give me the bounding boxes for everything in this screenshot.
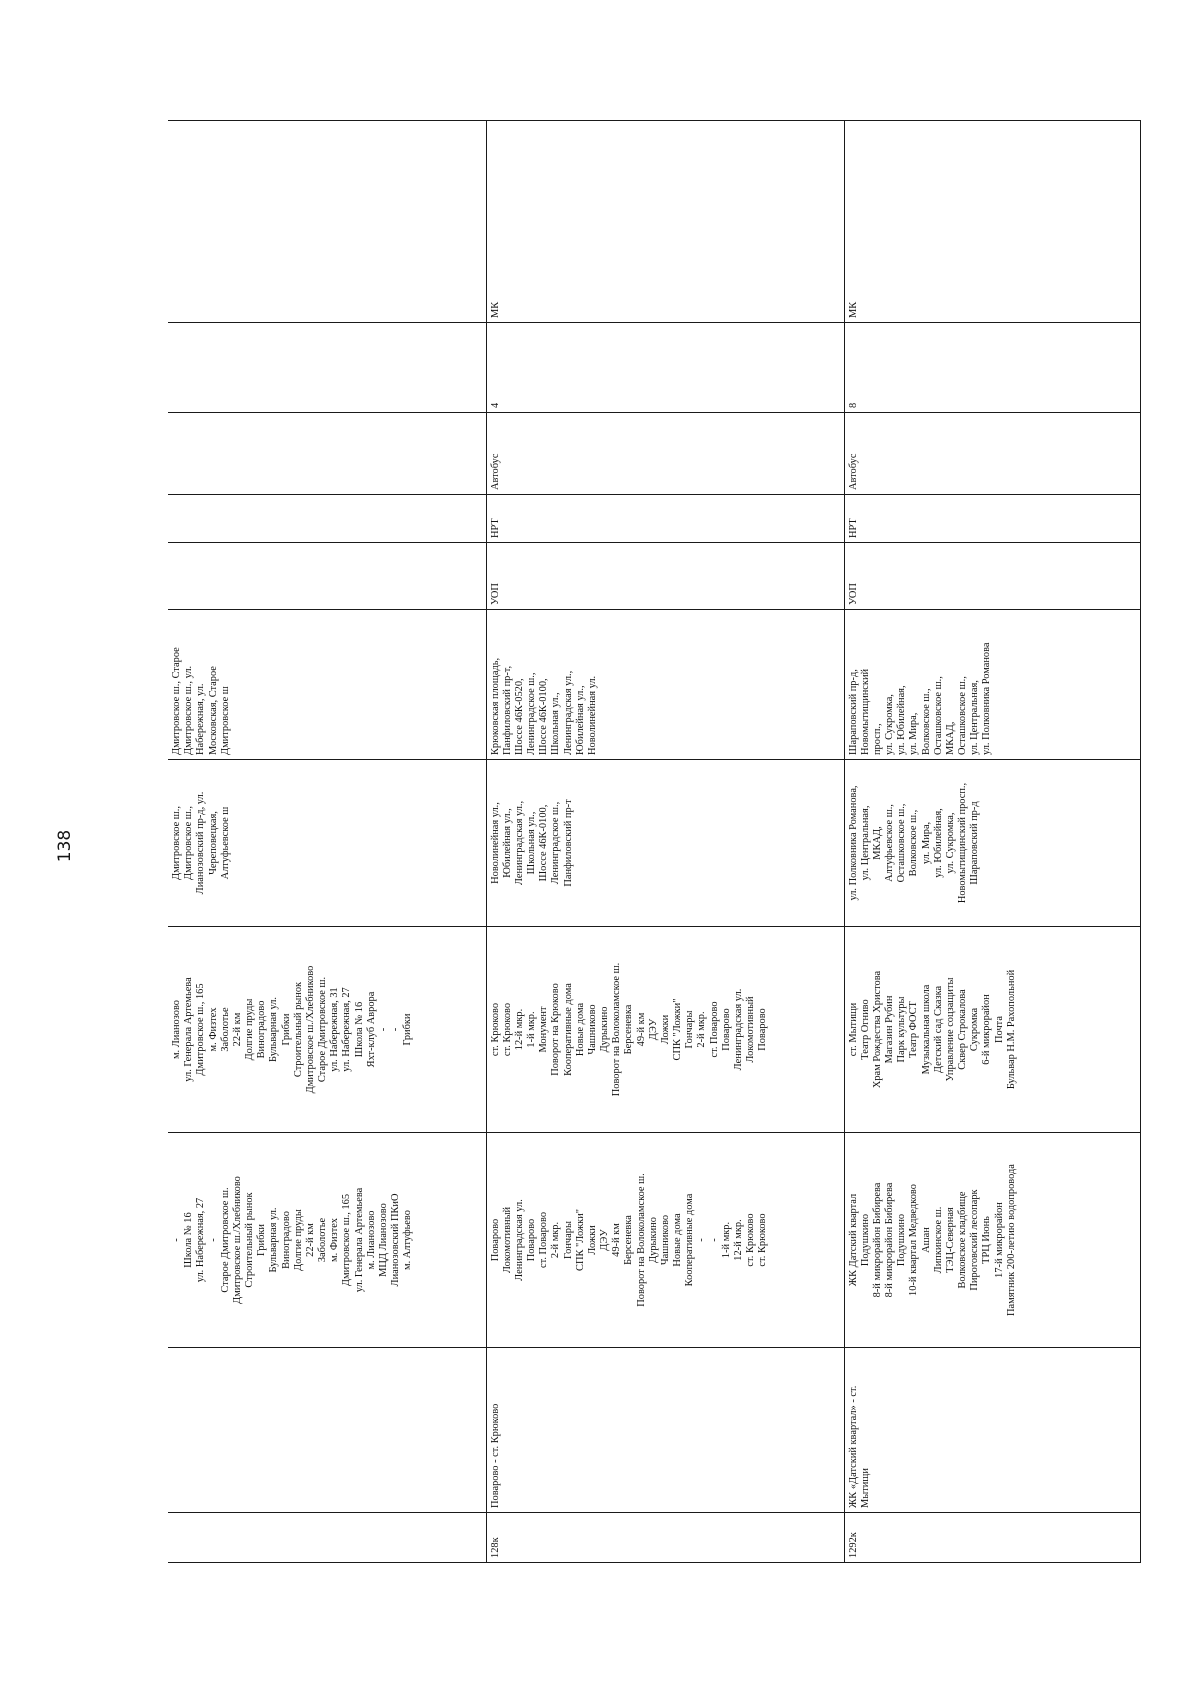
stops-backward-cell-line: Бульварная ул. — [268, 996, 280, 1063]
vehicle-class-cell: МК — [486, 121, 844, 323]
stops-backward-cell-line: Монумент — [538, 1006, 550, 1053]
table-row — [844, 121, 1140, 1563]
fare-type-cell — [168, 495, 486, 543]
stops-backward-cell-line: Парк культуры — [896, 996, 908, 1063]
stops-forward-cell-line: Липкинское ш. — [932, 1206, 944, 1274]
stops-backward-cell-line: Музыкальная школа — [920, 984, 932, 1075]
stops-forward-cell-line: Новые дома — [672, 1213, 684, 1267]
stops-backward-cell-line: Театр Огниво — [859, 999, 871, 1060]
stops-backward-cell — [168, 927, 486, 1133]
streets-forward-cell-line: ул. Сукромка, — [944, 812, 956, 874]
streets-forward-cell — [168, 760, 486, 927]
stops-forward-cell-line: Поварово — [489, 1218, 501, 1262]
stops-forward-cell-line: Школа № 16 — [183, 1212, 195, 1268]
stops-backward-cell-line: Грибки — [402, 1013, 414, 1046]
streets-forward-cell-line: ул. Юбилейная, — [932, 808, 944, 878]
streets-backward-cell-line: просп., — [871, 723, 883, 755]
route-number-cell: 128к — [486, 1513, 844, 1563]
fare-type-cell: НРТ — [844, 495, 1140, 543]
stops-backward-cell-line: ул. Набережная, 27 — [341, 987, 353, 1072]
stops-backward-cell-line: Строительный рынок — [292, 981, 304, 1078]
stops-forward-cell-line: 8-й микрорайон Бибирева — [871, 1182, 883, 1298]
route-name-cell: Поварово - ст. Крюково — [486, 1348, 844, 1513]
stops-forward-cell-line: Подушкино — [896, 1213, 908, 1267]
stops-backward-cell-line: Яхт-клуб Аврора — [365, 991, 377, 1068]
streets-backward-cell-line: ул. Мира, — [908, 712, 920, 755]
stops-forward-cell-line: ст. Поварово — [538, 1211, 550, 1269]
stops-forward-cell-line: ул. Генерала Артемьева — [353, 1187, 365, 1293]
stops-forward-cell-line: Бульварная ул. — [268, 1207, 280, 1273]
stops-forward-cell-line: Виноградово — [280, 1211, 292, 1269]
stops-forward-cell-line: Памятник 200-летию водопровода — [1005, 1164, 1017, 1316]
streets-forward-cell-line: Юбилейная ул., — [501, 808, 513, 878]
stops-forward-cell-line: ул. Набережная, 27 — [195, 1197, 207, 1283]
stop-order-cell: УОП — [844, 543, 1140, 610]
streets-forward-cell-line: Ленинградское ш., — [550, 801, 562, 885]
stops-backward-cell-line: Театр ФОСТ — [908, 1001, 920, 1058]
streets-backward-cell-line: Шараповский пр-д, — [847, 669, 859, 755]
stops-backward-cell-line: Ленинградская ул. — [732, 988, 744, 1071]
stops-backward-cell-line: Чашниково — [586, 1004, 598, 1055]
route-name-cell — [168, 1348, 486, 1513]
streets-forward-cell-line: МКАД, — [871, 826, 883, 860]
stops-backward-cell-line: - — [390, 1027, 402, 1032]
stops-forward-cell-line: - — [207, 1238, 219, 1242]
streets-forward-cell-line: Лианозовский пр-д, ул. — [195, 791, 207, 895]
stops-forward-cell-line: ст. Крюково — [745, 1213, 757, 1267]
stops-forward-cell-line: Старое Дмитровское ш. — [219, 1187, 231, 1293]
stops-forward-cell-line: Локомотивный — [501, 1206, 513, 1274]
streets-forward-cell-line: ул. Мира, — [920, 821, 932, 865]
stops-backward-cell-line: 49-й км — [635, 1012, 647, 1047]
page-number: 138 — [55, 829, 75, 863]
stops-forward-cell-line: 1-й мкр. — [720, 1221, 732, 1259]
streets-forward-cell-line: Шараповский пр-д — [969, 801, 981, 885]
streets-backward-cell-line: ул. Центральная, — [969, 680, 981, 755]
stops-forward-cell-line: ТЭЦ-Северная — [944, 1207, 956, 1273]
streets-backward-cell-line: ул. Юбилейная, — [896, 685, 908, 755]
streets-backward-cell-line: Ленинградская ул., — [562, 670, 574, 755]
stops-backward-cell-line: Долгие пруды — [244, 998, 256, 1061]
stops-backward-cell-line: Магазин Рубин — [884, 995, 896, 1064]
stops-forward-cell-line: м. Лианозово — [365, 1210, 377, 1270]
routes-table — [168, 120, 1141, 1563]
fare-type-cell: НРТ — [486, 495, 844, 543]
streets-backward-cell-line: Шоссе 46К-0520, — [513, 678, 525, 755]
stops-backward-cell-line: 12-й мкр. — [513, 1008, 525, 1051]
stops-backward-cell-line: 6-й микрорайон — [981, 994, 993, 1065]
stops-forward-cell-line: Заболотье — [317, 1217, 329, 1263]
stops-backward-cell-line: м. Лианозово — [171, 1000, 182, 1060]
vehicle-class-cell: МК — [844, 121, 1140, 323]
vehicle-count-cell — [168, 323, 486, 413]
stops-forward-cell-line: Лианозовский ПКиО — [390, 1193, 402, 1287]
stops-backward-cell-line: 1-й мкр. — [526, 1011, 538, 1048]
stops-backward-cell-line: Сукромка — [969, 1007, 981, 1052]
streets-forward-cell-line: Панфиловский пр-т — [562, 799, 574, 887]
stops-backward-cell-line: ст. Мытищи — [847, 1002, 859, 1057]
streets-backward-cell-line: Новолинейная ул. — [586, 675, 598, 755]
stops-backward-cell-line: - — [377, 1027, 389, 1032]
vehicle-count-cell: 4 — [486, 323, 844, 413]
stops-forward-cell-line: СПК "Ложки" — [574, 1209, 586, 1271]
stops-backward-cell-line: Дмитровское ш./Хлебниково — [304, 965, 316, 1094]
streets-forward-cell-line: Шоссе 46К-0100, — [538, 804, 550, 882]
stops-backward-cell-line: Поворот на Крюково — [550, 983, 562, 1076]
stops-forward-cell-line: Поварово — [526, 1218, 538, 1262]
streets-forward-cell-line: ул. Полковника Романова, — [847, 785, 859, 901]
stops-backward-cell-line: 22-й км — [231, 1012, 243, 1047]
streets-backward-cell-line: Осташковское ш., — [932, 676, 944, 755]
stops-backward-cell-line: Локомотивный — [745, 996, 757, 1063]
stops-backward-cell-line: Старое Дмитровское ш. — [317, 976, 329, 1083]
streets-backward-cell-line: Юбилейная ул., — [574, 685, 586, 755]
streets-backward-cell-line: Крюковская площадь, — [489, 657, 501, 755]
stops-forward-cell-line: Берсеневка — [623, 1215, 635, 1265]
stops-backward-cell-line: ул. Генерала Артемьева — [183, 977, 195, 1082]
stops-forward-cell — [486, 1133, 844, 1348]
stops-forward-cell-line: Ашан — [920, 1227, 932, 1253]
stops-backward-cell-line: Сквер Строкалова — [957, 989, 969, 1070]
stops-forward-cell-line: 17-й микрорайон — [993, 1202, 1005, 1278]
vehicle-type-cell: Автобус — [844, 413, 1140, 495]
streets-backward-cell-line: Школьная ул., — [550, 692, 562, 755]
stops-forward-cell-line: Дмитровское ш., 165 — [341, 1193, 353, 1287]
stops-forward-cell-line: Дмитровское ш./Хлебниково — [231, 1176, 243, 1304]
stops-forward-cell-line: 49-й км — [611, 1223, 623, 1257]
streets-backward-cell-line: Дмитровское ш., ул. — [183, 665, 195, 755]
streets-forward-cell-line: Осташковское ш., — [896, 803, 908, 883]
streets-forward-cell-line: Школьная ул., — [526, 811, 538, 875]
stops-backward-cell-line: Детский сад Сказка — [932, 985, 944, 1074]
stops-backward-cell-line: Гончары — [684, 1010, 696, 1049]
stop-order-cell: УОП — [486, 543, 844, 610]
stops-backward-cell-line: Грибки — [280, 1013, 292, 1046]
stops-backward-cell — [844, 927, 1140, 1133]
stops-forward-cell-line: 12-й мкр. — [732, 1219, 744, 1261]
stops-forward-cell-line: ст. Крюково — [757, 1213, 769, 1267]
stops-backward-cell-line: ст. Крюково — [501, 1002, 513, 1057]
stops-backward-cell-line: Почта — [993, 1016, 1005, 1043]
streets-backward-cell — [168, 610, 486, 760]
table-row — [486, 121, 844, 1563]
stops-forward-cell — [844, 1133, 1140, 1348]
streets-backward-cell-line: Дмитровское ш., Старое — [171, 647, 182, 755]
stops-backward-cell-line: Бульвар Н.М. Рахопольной — [1005, 969, 1017, 1090]
route-number-cell: 1292к — [844, 1513, 1140, 1563]
route-name-cell: ЖК «Датский квартал» - ст. Мытищи — [844, 1348, 1140, 1513]
stops-forward-cell-line: Поворот на Волоколамское ш. — [635, 1173, 647, 1307]
streets-forward-cell-line: Алтуфьевское ш., — [884, 804, 896, 882]
stops-forward-cell-line: ЖК Датский квартал — [847, 1193, 859, 1287]
stops-forward-cell-line: 10-й квартал Медведково — [908, 1184, 920, 1296]
streets-backward-cell-line: Осташковское ш., — [957, 676, 969, 755]
stops-backward-cell-line: ст. Поварово — [708, 1001, 720, 1058]
vehicle-class-cell — [168, 121, 486, 323]
streets-forward-cell — [844, 760, 1140, 927]
stops-backward-cell-line: ДЭУ — [647, 1018, 659, 1041]
streets-backward-cell-line: Дмитровское ш — [219, 686, 231, 755]
streets-backward-cell-line: ул. Сукромка, — [884, 694, 896, 755]
stops-forward-cell-line: м. Физтех — [329, 1218, 341, 1262]
stops-forward-cell-line: Пироговский лесопарк — [969, 1189, 981, 1291]
streets-forward-cell-line: Алтуфьевское ш — [219, 806, 231, 880]
streets-backward-cell-line: Панфиловский пр-т, — [501, 665, 513, 755]
table-row — [168, 121, 486, 1563]
stops-backward-cell — [486, 927, 844, 1133]
stops-forward-cell-line: 8-й микрорайон Бибирева — [884, 1182, 896, 1298]
streets-backward-cell-line: Ленинградское ш., — [526, 672, 538, 755]
streets-backward-cell — [486, 610, 844, 760]
stops-forward-cell-line: Дурыкино — [647, 1217, 659, 1263]
stops-backward-cell-line: Поварово — [720, 1008, 732, 1051]
stop-order-cell — [168, 543, 486, 610]
stops-forward-cell-line: Долгие пруды — [292, 1209, 304, 1271]
streets-backward-cell-line: Набережная, ул. — [195, 683, 207, 755]
stops-backward-cell-line: Поварово — [757, 1008, 769, 1051]
stops-forward-cell-line: Гончары — [562, 1221, 574, 1259]
stops-backward-cell-line: Поворот на Волоколамское ш. — [611, 962, 623, 1097]
stops-forward-cell — [168, 1133, 486, 1348]
stops-forward-cell-line: - — [708, 1238, 720, 1242]
streets-backward-cell-line: МКАД, — [944, 721, 956, 755]
streets-forward-cell-line: Новолинейная ул., — [489, 802, 501, 884]
stops-forward-cell-line: Строительный рынок — [244, 1192, 256, 1288]
streets-forward-cell-line: Волковское ш., — [908, 809, 920, 877]
stops-backward-cell-line: Храм Рождества Христова — [871, 970, 883, 1089]
vehicle-type-cell: Автобус — [486, 413, 844, 495]
streets-forward-cell — [486, 760, 844, 927]
stops-backward-cell-line: Дурыкино — [599, 1006, 611, 1053]
stops-forward-cell-line: 2-й мкр. — [550, 1221, 562, 1259]
streets-backward-cell-line: Московская, Старое — [207, 666, 219, 755]
stops-backward-cell-line: ул. Набережная, 31 — [329, 987, 341, 1072]
streets-backward-cell-line: Волковское ш., — [920, 688, 932, 755]
streets-forward-cell-line: Новомытищинский просп., — [957, 782, 969, 904]
streets-backward-cell-line: Шоссе 46К-0100, — [538, 678, 550, 755]
stops-forward-cell-line: МЦД Лианозово — [377, 1203, 389, 1277]
streets-backward-cell-line: Новомытищинский — [859, 668, 871, 755]
stops-forward-cell-line: ТРЦ Июнь — [981, 1216, 993, 1264]
stops-backward-cell-line: Заболотье — [219, 1007, 231, 1052]
stops-backward-cell-line: Новые дома — [574, 1002, 586, 1057]
vehicle-type-cell — [168, 413, 486, 495]
stops-forward-cell-line: Ложки — [586, 1225, 598, 1255]
streets-forward-cell-line: Дмитровское ш., — [171, 806, 182, 880]
stops-forward-cell-line: Подушкино — [859, 1213, 871, 1267]
stops-forward-cell-line: Грибки — [256, 1224, 268, 1257]
stops-forward-cell-line: - — [171, 1238, 182, 1242]
stops-forward-cell-line: Кооперативные дома — [684, 1193, 696, 1287]
stops-forward-cell-line: - — [696, 1238, 708, 1242]
stops-backward-cell-line: Дмитровское ш., 165 — [195, 983, 207, 1076]
routes-table-rotated — [168, 121, 1140, 1563]
stops-forward-cell-line: ДЭУ — [599, 1229, 611, 1251]
stops-backward-cell-line: Управление соцзащиты — [944, 977, 956, 1082]
stops-backward-cell-line: ст. Крюково — [489, 1002, 501, 1057]
stops-backward-cell-line: 2-й мкр. — [696, 1011, 708, 1048]
streets-forward-cell-line: Дмитровское ш., — [183, 806, 195, 880]
stops-forward-cell-line: м. Алтуфьево — [402, 1210, 414, 1270]
stops-backward-cell-line: м. Физтех — [207, 1007, 219, 1052]
stops-backward-cell-line: СПК "Ложки" — [672, 998, 684, 1061]
vehicle-count-cell: 8 — [844, 323, 1140, 413]
streets-backward-cell-line: ул. Полковника Романова — [981, 642, 993, 755]
stops-backward-cell-line: Берсеневка — [623, 1004, 635, 1055]
stops-backward-cell-line: Виноградово — [256, 1000, 268, 1059]
stops-forward-cell-line: Чашниково — [659, 1214, 671, 1266]
stops-backward-cell-line: Ложки — [659, 1014, 671, 1045]
stops-backward-cell-line: Школа № 16 — [353, 1001, 365, 1058]
route-number-cell — [168, 1513, 486, 1563]
streets-forward-cell-line: ул. Центральная, — [859, 805, 871, 881]
stops-forward-cell-line: Ленинградская ул. — [513, 1199, 525, 1281]
stops-backward-cell-line: Кооперативные дома — [562, 983, 574, 1076]
streets-backward-cell — [844, 610, 1140, 760]
streets-forward-cell-line: Череповецкая, — [207, 811, 219, 875]
stops-forward-cell-line: 22-й км — [304, 1223, 316, 1257]
streets-forward-cell-line: Ленинградская ул., — [513, 800, 525, 886]
stops-forward-cell-line: Волковское кладбище — [957, 1191, 969, 1289]
